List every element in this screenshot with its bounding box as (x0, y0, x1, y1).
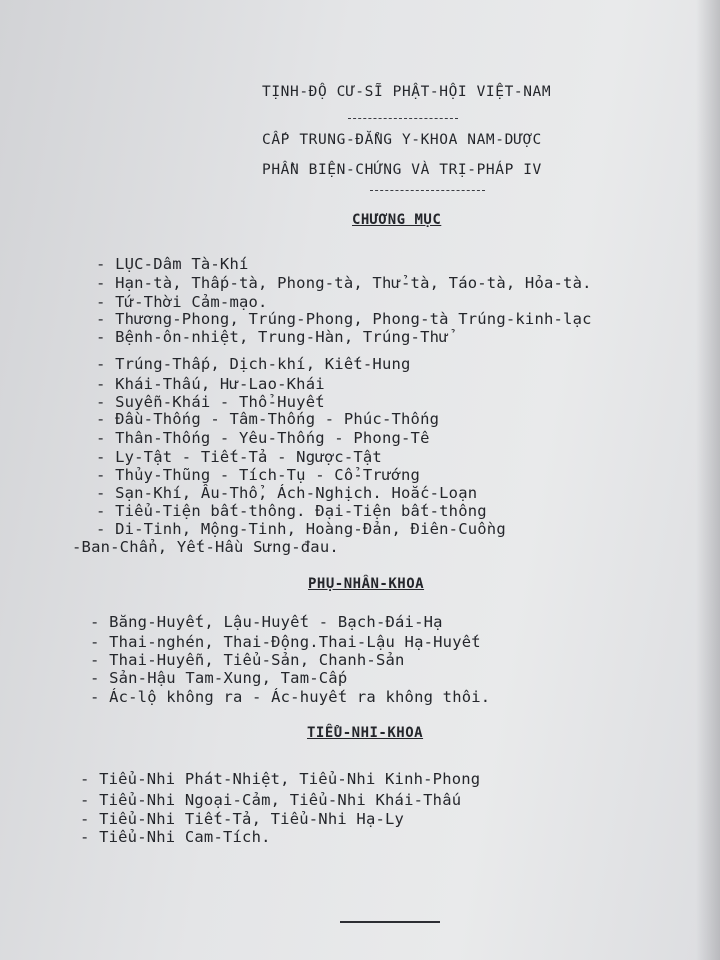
list-item: - Hạn-tà, Thấp-tà, Phong-tà, Thử-tà, Táo-tà, Hỏa-tà. (96, 274, 592, 292)
footer-rule (340, 921, 440, 923)
list-item: -Ban-Chẩn, Yết-Hầu Sưng-đau. (72, 538, 339, 556)
header-line-2: CẤP TRUNG-ĐẲNG Y-KHOA NAM-DƯỢC (262, 132, 542, 148)
list-item: - Sạn-Khí, Âu-Thổ, Ách-Nghịch. Hoắc-Loạn (96, 484, 478, 502)
list-item: - Tiểu-Nhi Tiết-Tả, Tiểu-Nhi Hạ-Ly (80, 810, 405, 828)
list-item: - LỤC-Dâm Tà-Khí (96, 255, 249, 273)
list-item: - Sản-Hậu Tam-Xung, Tam-Cấp (90, 669, 348, 687)
page-edge-shadow (696, 0, 720, 960)
list-item: - Thai-nghén, Thai-Động.Thai-Lậu Hạ-Huyết (90, 633, 481, 651)
section-title-tieu-nhi-khoa: TIỂU-NHI-KHOA (307, 725, 424, 741)
list-item: - Tiểu-Tiện bất-thông. Đại-Tiện bất-thông (96, 502, 487, 520)
section-title-phu-nhan-khoa: PHỤ-NHÂN-KHOA (308, 576, 425, 592)
header-line-1: TỊNH-ĐỘ CƯ-SĨ PHẬT-HỘI VIỆT-NAM (262, 84, 552, 100)
list-item: - Ly-Tật - Tiết-Tả - Ngược-Tật (96, 448, 382, 466)
header-line-3: PHẦN BIỆN-CHỨNG VÀ TRỊ-PHÁP IV (262, 162, 542, 178)
list-item: - Tiểu-Nhi Ngoại-Cảm, Tiểu-Nhi Khái-Thấu (80, 791, 462, 809)
list-item: - Tiểu-Nhi Cam-Tích. (80, 828, 271, 846)
header-rule-1 (348, 118, 458, 119)
list-item: - Tiểu-Nhi Phát-Nhiệt, Tiểu-Nhi Kinh-Phong (80, 770, 481, 788)
list-item: - Thủy-Thũng - Tích-Tụ - Cổ-Trướng (96, 466, 421, 484)
list-item: - Bệnh-ôn-nhiệt, Trung-Hàn, Trúng-Thử (96, 328, 449, 346)
list-item: - Suyễn-Khái - Thổ-Huyết (96, 393, 325, 411)
section-title-chuong-muc: CHƯƠNG MỤC (352, 212, 442, 228)
list-item: - Đầu-Thống - Tâm-Thống - Phúc-Thống (96, 410, 440, 428)
list-item: - Di-Tinh, Mộng-Tinh, Hoàng-Đản, Điên-Cuồng (96, 520, 506, 538)
list-item: - Khái-Thấu, Hư-Lao-Khái (96, 375, 325, 393)
list-item: - Thương-Phong, Trúng-Phong, Phong-tà Trúng-kinh-lạc (96, 310, 592, 328)
list-item: - Ác-lộ không ra - Ác-huyết ra không thôi. (90, 688, 491, 706)
list-item: - Thân-Thống - Yêu-Thống - Phong-Tê (96, 429, 430, 447)
list-item: - Thai-Huyễn, Tiểu-Sản, Chanh-Sản (90, 651, 405, 669)
list-item: - Tứ-Thời Cảm-mạo. (96, 293, 268, 311)
header-rule-2 (370, 190, 485, 191)
list-item: - Trúng-Thấp, Dịch-khí, Kiết-Hung (96, 355, 411, 373)
list-item: - Băng-Huyết, Lậu-Huyết - Bạch-Đái-Hạ (90, 613, 443, 631)
